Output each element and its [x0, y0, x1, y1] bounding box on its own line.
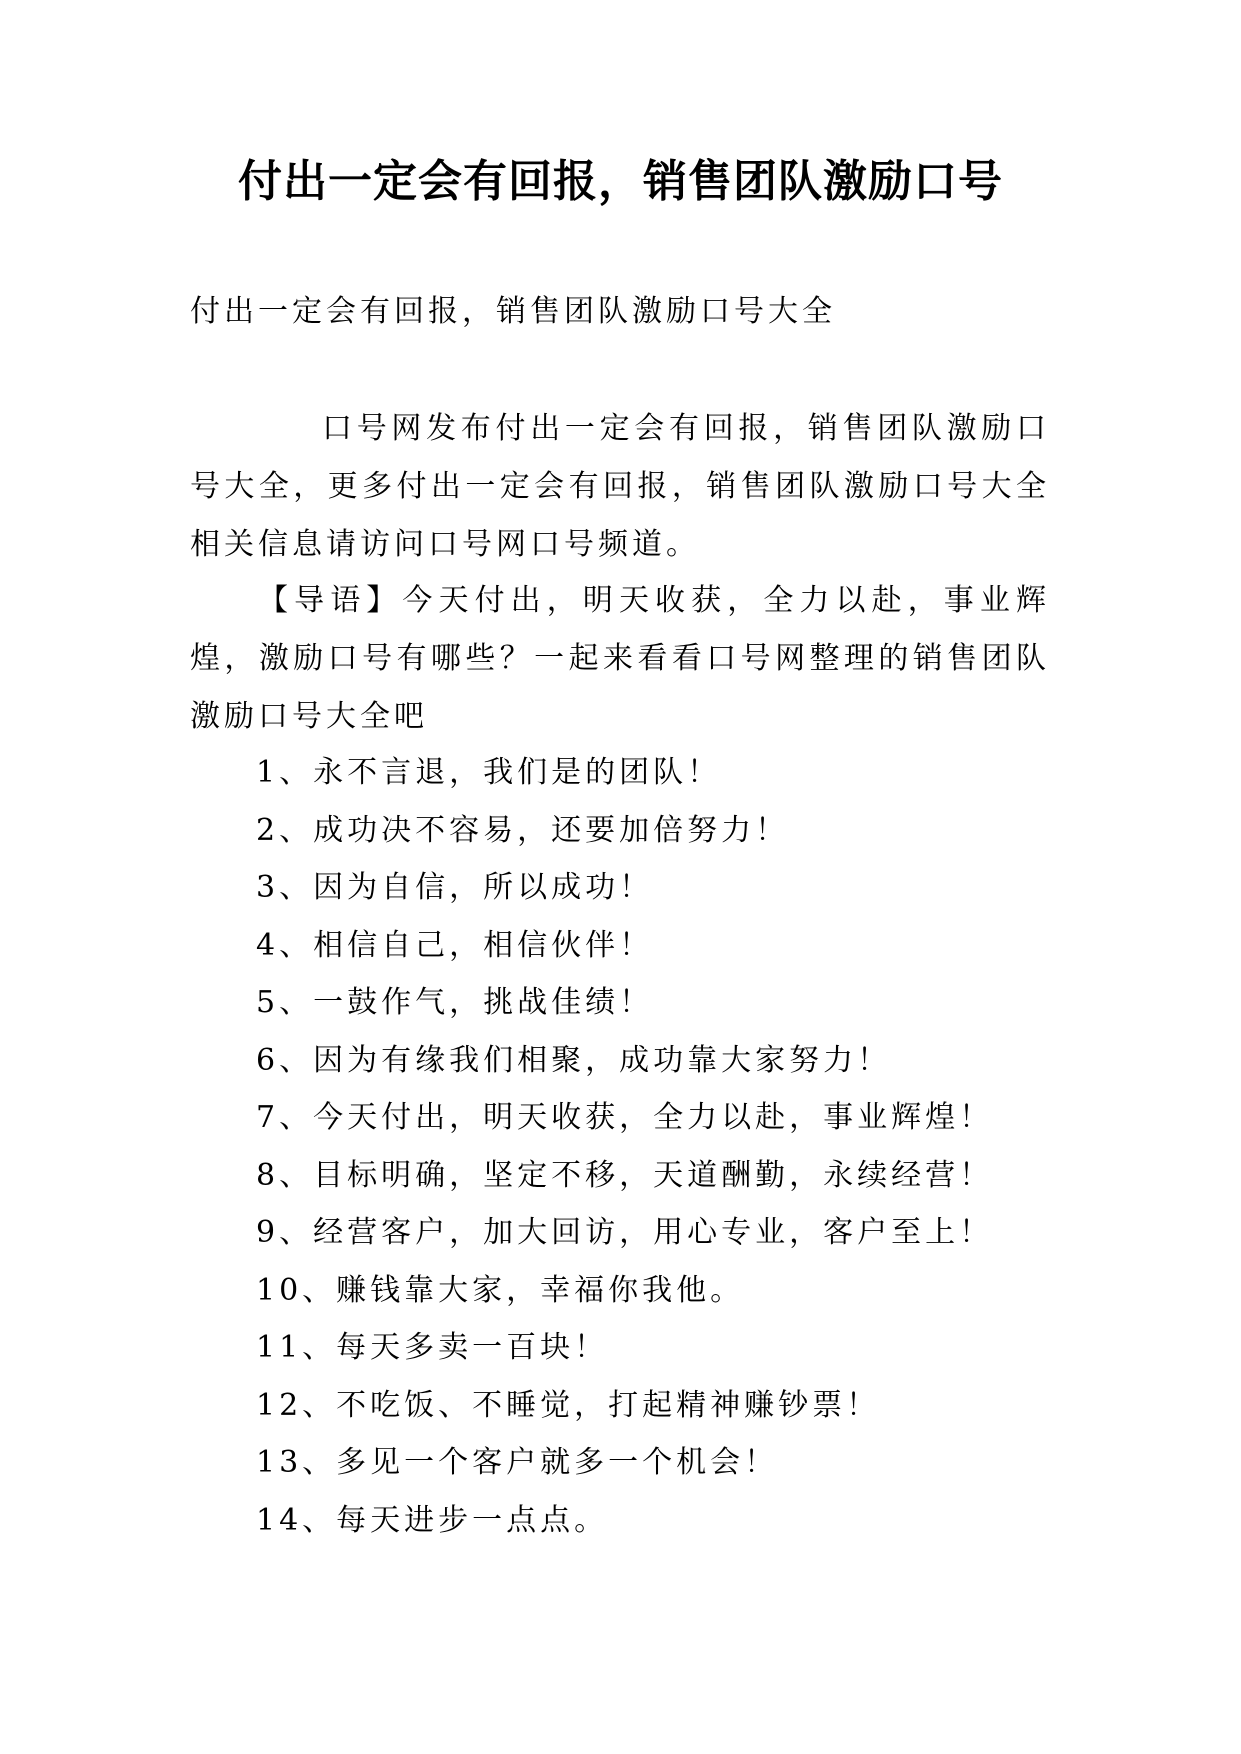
- intro-paragraph: 口号网发布付出一定会有回报，销售团队激励口号大全，更多付出一定会有回报，销售团队激励口号大全相关信息请访问口号网口号频道。: [190, 411, 1050, 562]
- list-item: 6、因为有缘我们相聚，成功靠大家努力！: [256, 1042, 892, 1078]
- list-item: 8、目标明确，坚定不移，天道酬勤，永续经营！: [256, 1157, 994, 1193]
- list-item: 14、每天进步一点点。: [256, 1502, 609, 1538]
- slogan-list: [256, 744, 993, 1549]
- list-item: 9、经营客户，加大回访，用心专业，客户至上！: [256, 1215, 994, 1250]
- list-item: 7、今天付出，明天收获，全力以赴，事业辉煌！: [256, 1100, 994, 1135]
- list-item: 12、不吃饭、不睡觉，打起精神赚钞票！: [256, 1387, 881, 1423]
- list-item: 4、相信自己，相信伙伴！: [256, 927, 654, 963]
- list-item: 11、每天多卖一百块！: [256, 1330, 609, 1365]
- lead-paragraph: 【导语】今天付出，明天收获，全力以赴，事业辉煌，激励口号有哪些？一起来看看口号网整理的销售团队激励口号大全吧: [190, 583, 1050, 734]
- list-item: 5、一鼓作气，挑战佳绩！: [256, 985, 654, 1020]
- document-title: 付出一定会有回报，销售团队激励口号: [238, 156, 1003, 207]
- list-item: 3、因为自信，所以成功！: [256, 870, 654, 905]
- list-item: 1、永不言退，我们是的团队！: [256, 755, 722, 790]
- document-subtitle: 付出一定会有回报，销售团队激励口号大全: [190, 294, 836, 329]
- list-item: 13、多见一个客户就多一个机会！: [256, 1445, 779, 1480]
- list-item: 2、成功决不容易，还要加倍努力！: [256, 812, 790, 848]
- list-item: 10、赚钱靠大家，幸福你我他。: [256, 1272, 745, 1308]
